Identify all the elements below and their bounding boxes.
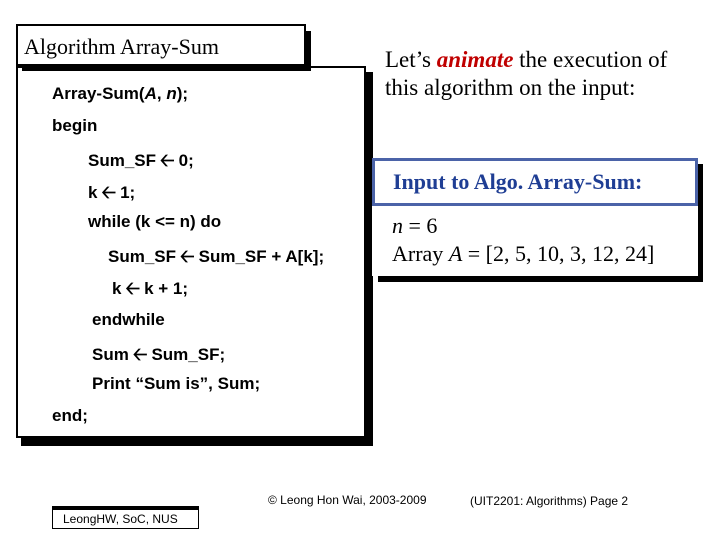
code-print: Print “Sum is”, Sum;	[92, 374, 261, 393]
input-array-line	[392, 240, 654, 268]
code-endwhile: endwhile	[92, 310, 165, 329]
input-n-value: = 6	[403, 213, 438, 238]
code-line-sumsf-update	[108, 244, 324, 274]
signature-suffix: );	[176, 84, 189, 103]
signature-param-a: A	[144, 84, 157, 103]
code-rhs: k + 1;	[144, 279, 189, 298]
code-rhs: Sum_SF;	[151, 345, 226, 364]
left-arrow-icon: 🡠	[125, 278, 141, 298]
input-heading: Input to Algo. Array-Sum:	[393, 169, 643, 194]
signature-separator: ,	[156, 84, 167, 103]
input-n-line	[392, 212, 654, 240]
code-rhs: Sum_SF + A[k];	[198, 247, 325, 266]
code-rhs: 0;	[178, 151, 194, 170]
intro-before: Let’s	[385, 47, 437, 72]
code-line-k-init	[88, 180, 135, 210]
code-line-sumsf-init	[88, 148, 194, 178]
intro-text	[385, 46, 705, 102]
input-n-var: n	[392, 213, 403, 238]
code-end: end;	[52, 406, 88, 425]
left-arrow-icon: 🡠	[160, 150, 175, 170]
input-array-value: = [2, 5, 10, 3, 12, 24]	[462, 241, 655, 266]
left-arrow-icon: 🡠	[101, 182, 117, 202]
code-lhs: Sum_SF	[108, 247, 177, 266]
code-lhs: k	[88, 183, 98, 202]
intro-emphasis: animate	[436, 47, 514, 72]
signature-prefix: Array-Sum(	[52, 84, 145, 103]
code-signature	[52, 84, 188, 104]
footer-copyright: © Leong Hon Wai, 2003-2009	[268, 493, 427, 507]
input-array-var: A	[448, 241, 463, 266]
footer-page-number: (UIT2201: Algorithms) Page 2	[470, 494, 629, 508]
left-arrow-icon: 🡠	[180, 246, 195, 266]
code-lhs: k	[112, 279, 122, 298]
input-array-prefix: Array	[392, 241, 449, 266]
footer-author: LeongHW, SoC, NUS	[63, 512, 178, 526]
intro-after: the execution of this algorithm on the input:	[385, 47, 668, 100]
signature-param-n: n	[166, 84, 177, 103]
code-lhs: Sum_SF	[88, 151, 157, 170]
code-rhs: 1;	[120, 183, 136, 202]
code-line-k-update	[112, 276, 188, 306]
algorithm-title: Algorithm Array-Sum	[24, 34, 219, 59]
input-values	[392, 212, 654, 268]
code-while: while (k <= n) do	[88, 212, 222, 231]
left-arrow-icon: 🡠	[132, 344, 148, 364]
code-line-sum	[92, 342, 225, 372]
code-lhs: Sum	[92, 345, 129, 364]
input-heading-box	[372, 158, 698, 206]
code-begin: begin	[52, 116, 98, 135]
